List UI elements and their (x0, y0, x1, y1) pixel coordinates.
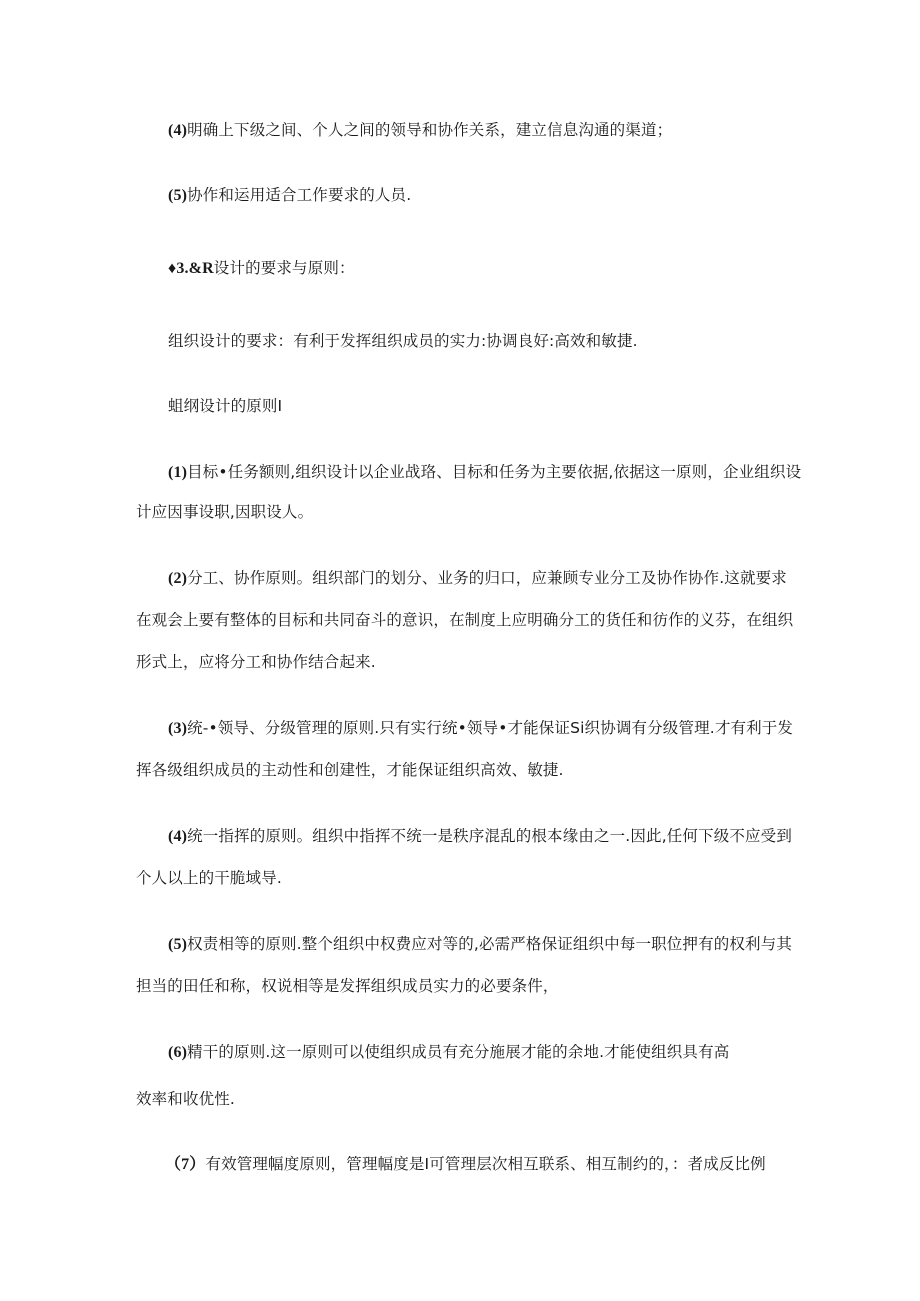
item-number: (4) (168, 122, 188, 139)
paragraph-text: 精干的原则.这一原则可以使组织成员有充分施展才能的余地.才能使组织具有高 (187, 1043, 730, 1061)
paragraph-text: 组织设计的要求：有利于发挥组织成员的实力:协调良好:高效和敏捷. (168, 332, 638, 350)
paragraph-text: 效率和收优性. (136, 1090, 235, 1108)
paragraph-text: 有效管理幅度原则，管理幅度是I可管理层次相互联系、相互制约的，：者成反比例 (205, 1155, 766, 1173)
paragraph-principle-3 (168, 718, 793, 739)
paragraph-text: 担当的田任和称，权说相等是发挥组织成员实力的必要条件， (136, 977, 559, 995)
paragraph-text: 个人以上的干脆域导. (136, 869, 282, 887)
paragraph-task-4 (168, 120, 672, 141)
item-number: (2) (168, 570, 188, 587)
paragraph-text: 目标•任务额则,组织设计以企业战珞、目标和任务为主要依据,依据这一原则，企业组织设 (187, 463, 802, 481)
paragraph-principle-7 (165, 1154, 766, 1175)
item-number: (3) (168, 720, 188, 737)
paragraph-design-requirements (168, 331, 638, 351)
paragraph-principle-6-cont (136, 1089, 235, 1109)
paragraph-task-5 (168, 185, 411, 206)
paragraph-principle-4 (168, 826, 792, 847)
section-number: ♦3.&R (168, 260, 214, 277)
paragraph-text: 计应因事设职,因职设人。 (136, 503, 314, 521)
paragraph-principle-4-cont (136, 868, 282, 888)
item-number: (6) (168, 1044, 188, 1061)
section-title: 设计的要求与原则： (213, 259, 355, 277)
paragraph-text: 形式上，应将分工和协作结合起来. (136, 653, 376, 671)
item-number: (5) (168, 936, 188, 953)
paragraph-text: 在观会上要有整体的目标和共同奋斗的意识，在制度上应明确分工的货任和彷作的义芬，在组织 (136, 611, 794, 629)
paragraph-principle-2-cont (136, 652, 376, 672)
item-number: （7） (165, 1156, 206, 1173)
paragraph-principle-6 (168, 1042, 729, 1063)
paragraph-principle-1 (168, 462, 801, 483)
paragraph-text: 统-•领导、分级管理的原则.只有实行统•领导•才能保证Si织协调有分级管理.才有利于发 (187, 719, 794, 737)
subheading-design-principles (168, 396, 282, 416)
paragraph-text: 协作和运用适合工作要求的人员. (187, 186, 412, 204)
paragraph-principle-5 (168, 934, 792, 955)
paragraph-principle-5-cont (136, 976, 559, 996)
paragraph-principle-2 (168, 568, 787, 589)
item-number: (5) (168, 187, 188, 204)
paragraph-principle-1-cont (136, 502, 313, 522)
paragraph-principle-2-cont (136, 610, 793, 630)
item-number: (1) (168, 464, 188, 481)
paragraph-principle-3-cont (136, 760, 564, 780)
paragraph-text: 统一指挥的原则。组织中指挥不统一是秩序混乱的根本缘由之一.因此,任何下级不应受到 (187, 827, 792, 845)
paragraph-text: 分工、协作原则。组织部门的划分、业务的归口，应兼顾专业分工及协作协作.这就要求 (187, 569, 787, 587)
paragraph-text: 蛆纲设计的原则I (168, 397, 283, 415)
section-heading (168, 258, 355, 279)
paragraph-text: 挥各级组织成员的主动性和创建性，才能保证组织高效、敏捷. (136, 761, 564, 779)
item-number: (4) (168, 828, 188, 845)
paragraph-text: 权责相等的原则.整个组织中权费应对等的,必需严格保证组织中每一职位押有的权利与其 (187, 935, 792, 953)
paragraph-text: 明确上下级之间、个人之间的领导和协作关系，建立信息沟通的渠道； (187, 121, 673, 139)
